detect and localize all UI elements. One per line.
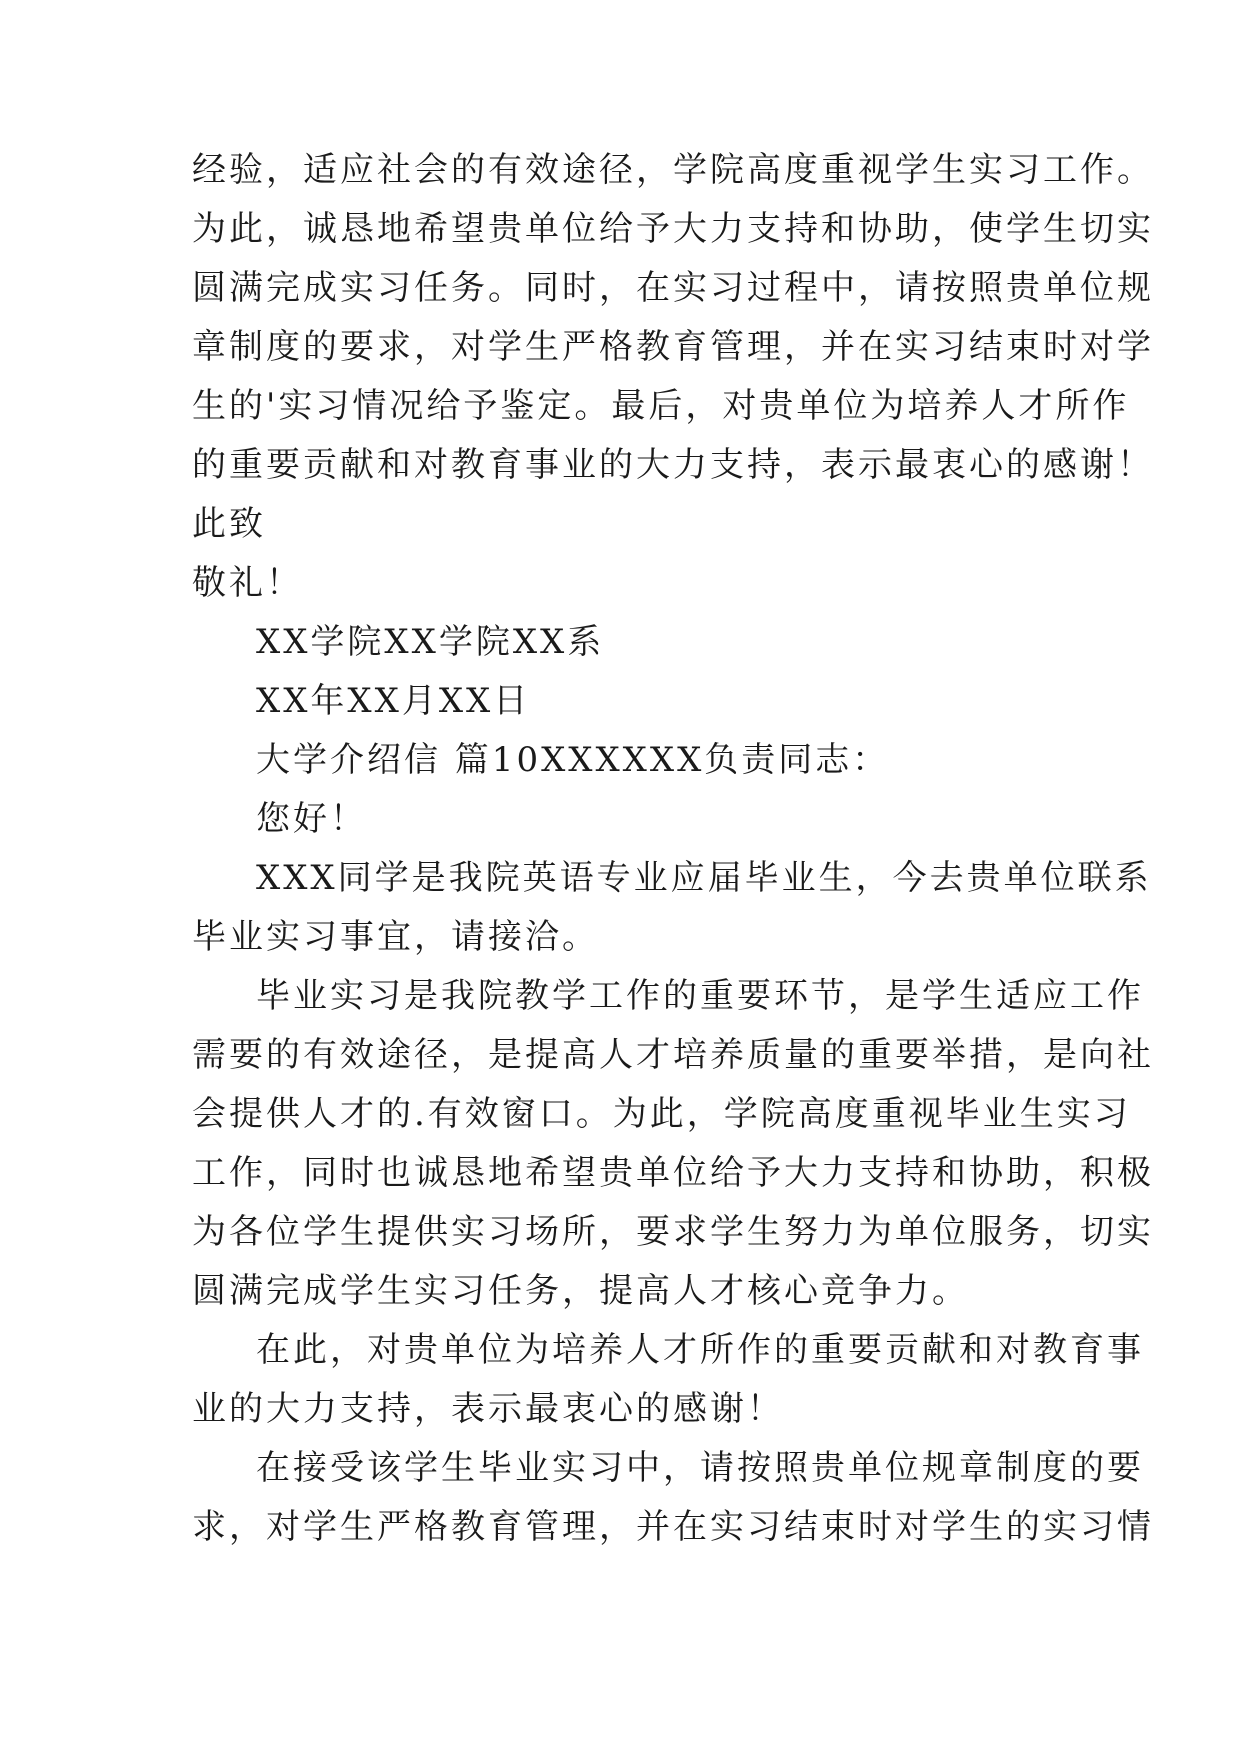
text-line: 业的大力支持，表示最衷心的感谢！ <box>192 1389 784 1429</box>
text-line: 圆满完成学生实习任务，提高人才核心竞争力。 <box>192 1271 969 1311</box>
text-line: 毕业实习是我院教学工作的重要环节，是学生适应工作 <box>256 976 1144 1016</box>
text-line: 圆满完成实习任务。同时，在实习过程中，请按照贵单位规 <box>192 268 1154 308</box>
text-line: 求，对学生严格教育管理，并在实习结束时对学生的实习情 <box>192 1507 1154 1547</box>
section-heading: 大学介绍信 篇10XXXXXX负责同志： <box>256 740 890 780</box>
text-line: 生的'实习情况给予鉴定。最后，对贵单位为培养人才所作 <box>192 386 1130 426</box>
text-line: 需要的有效途径，是提高人才培养质量的重要举措，是向社 <box>192 1035 1154 1075</box>
text-line: 会提供人才的.有效窗口。为此，学院高度重视毕业生实习 <box>192 1094 1131 1134</box>
text-line: XXX同学是我院英语专业应届毕业生，今去贵单位联系 <box>256 858 1152 898</box>
text-line: 毕业实习事宜，请接洽。 <box>192 917 599 957</box>
signature-department: XX学院XX学院XX系 <box>256 622 605 662</box>
text-line: 章制度的要求，对学生严格教育管理，并在实习结束时对学 <box>192 327 1154 367</box>
text-line: 工作，同时也诚恳地希望贵单位给予大力支持和协助，积极 <box>192 1153 1154 1193</box>
text-line: 为此，诚恳地希望贵单位给予大力支持和协助，使学生切实 <box>192 209 1154 249</box>
closing-salutation: 此致 <box>192 504 266 544</box>
text-line: 为各位学生提供实习场所，要求学生努力为单位服务，切实 <box>192 1212 1154 1252</box>
closing-regards: 敬礼！ <box>192 563 303 603</box>
text-line: 经验，适应社会的有效途径，学院高度重视学生实习工作。 <box>192 150 1154 190</box>
text-line: 在此，对贵单位为培养人才所作的重要贡献和对教育事 <box>256 1330 1144 1370</box>
greeting: 您好！ <box>256 799 367 839</box>
signature-date: XX年XX月XX日 <box>256 681 531 721</box>
text-line: 的重要贡献和对教育事业的大力支持，表示最衷心的感谢！ <box>192 445 1154 485</box>
text-line: 在接受该学生毕业实习中，请按照贵单位规章制度的要 <box>256 1448 1144 1488</box>
